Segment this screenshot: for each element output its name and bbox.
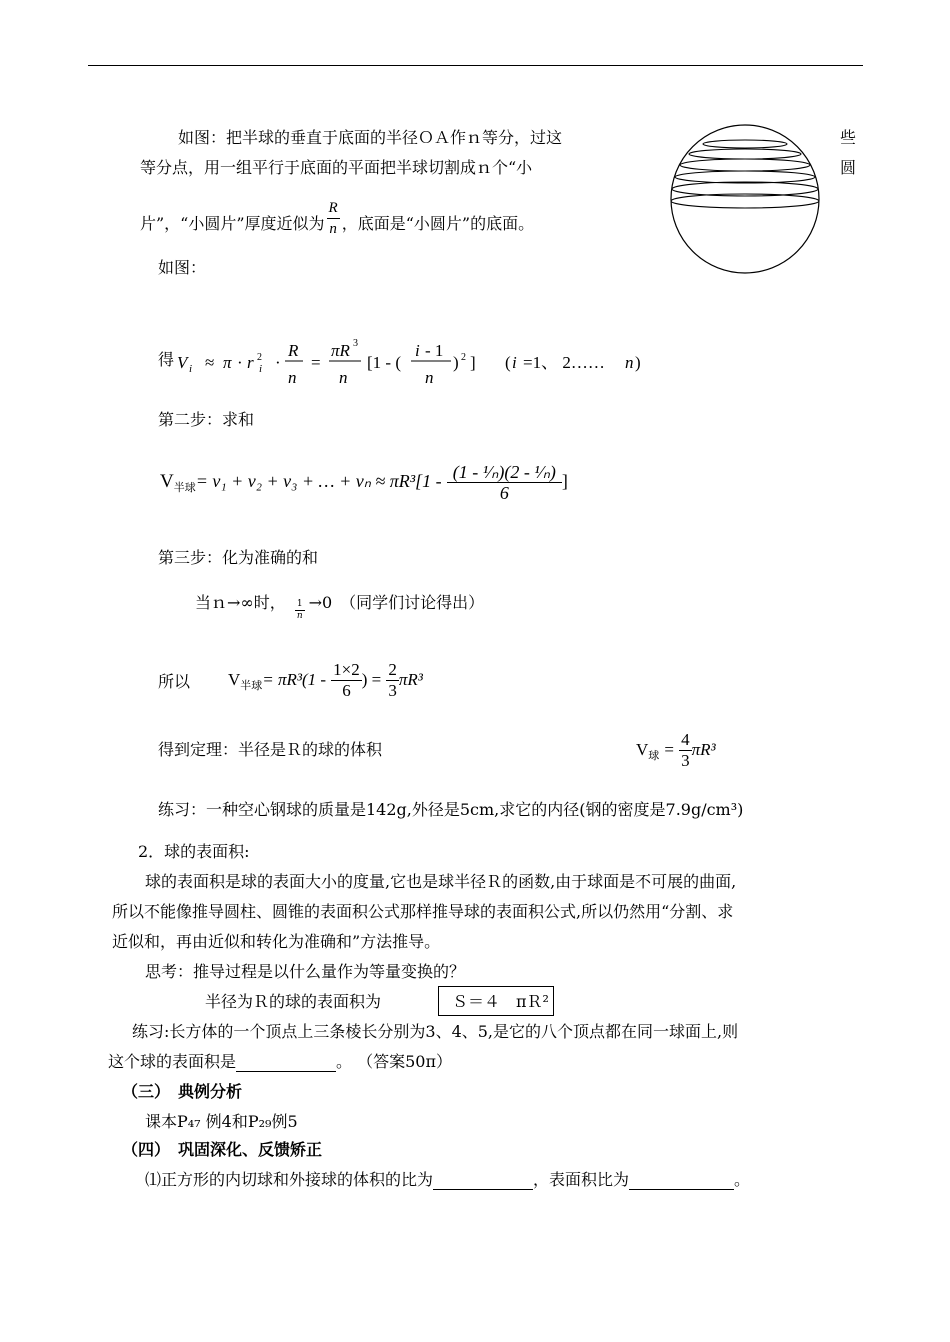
sum-fraction-numerator: (1 - ¹⁄ₙ)(2 - ¹⁄ₙ)	[447, 462, 562, 483]
sum-close-bracket: ]	[561, 471, 568, 491]
limit-fraction	[295, 599, 305, 622]
svg-text:n: n	[425, 368, 434, 387]
theorem-fraction-denominator: 3	[681, 751, 690, 770]
step1-formula	[175, 330, 675, 390]
para2-line-1: 球的表面积是球的表面大小的度量,它也是球半径Ｒ的函数,由于球面是不可展的曲面,	[145, 872, 737, 891]
sum-expression: = v₁ + v₂ + v₃ + … + vₙ ≈ πR³[1 -	[195, 471, 442, 491]
limit-fraction-numerator: 1	[296, 599, 303, 609]
svg-text:=1、 2……: =1、 2……	[523, 353, 605, 372]
svg-text:n: n	[339, 368, 348, 387]
exercise-2-text: 这个球的表面积是	[108, 1052, 237, 1071]
volume-ratio-blank[interactable]	[433, 1173, 533, 1190]
section4-title: （四） 巩固深化、反馈矫正	[122, 1140, 323, 1159]
theorem-formula	[636, 730, 716, 771]
limit-text-b: →0 （同学们讨论得出）	[308, 593, 485, 612]
therefore-body: = πR³(1 -	[262, 670, 327, 689]
theorem-v: V	[636, 740, 649, 759]
svg-text:n: n	[288, 368, 297, 387]
sum-fraction-denominator: 6	[499, 483, 509, 503]
svg-text:2: 2	[461, 352, 466, 363]
thickness-fraction	[327, 198, 340, 239]
svg-text:≈: ≈	[205, 353, 215, 372]
exercise-2-line-1: 练习:长方体的一个顶点上三条棱长分别为3、4、5,是它的八个顶点都在同一球面上,则	[132, 1022, 739, 1041]
intro-line-3	[140, 198, 534, 239]
theorem-fraction	[679, 730, 692, 771]
therefore-fraction-2-denominator: 3	[388, 681, 397, 700]
svg-text:·: ·	[275, 353, 281, 372]
section3-title: （三） 典例分析	[122, 1082, 243, 1101]
svg-text:- 1: - 1	[425, 341, 444, 360]
svg-text:i: i	[415, 341, 420, 360]
theorem-subscript: 球	[648, 749, 660, 762]
theorem-fraction-numerator: 4	[681, 730, 690, 749]
svg-text:2: 2	[257, 352, 262, 363]
svg-text:(: (	[505, 353, 511, 372]
limit-fraction-denominator: n	[296, 611, 303, 621]
therefore-fraction	[331, 660, 362, 701]
therefore-formula	[228, 660, 423, 701]
header-rule	[88, 65, 863, 66]
svg-text:π: π	[223, 353, 232, 372]
step1-lead: 得	[158, 350, 175, 369]
exercise-2-answer: 。 （答案50π）	[336, 1052, 452, 1071]
therefore-fraction-2	[386, 660, 399, 701]
therefore-lead: 所以	[158, 672, 191, 691]
question-1-text-c: 。	[734, 1170, 751, 1189]
theorem-equals: =	[664, 740, 674, 759]
svg-text:): )	[635, 353, 641, 372]
svg-text:i: i	[512, 353, 517, 372]
svg-text:i: i	[259, 363, 263, 375]
svg-text:]: ]	[470, 353, 476, 372]
svg-text:i: i	[189, 363, 193, 375]
fraction-numerator: R	[327, 198, 340, 219]
limit-line	[195, 593, 484, 622]
intro-line-2: 等分点，用一组平行于底面的平面把半球切割成ｎ个“小	[140, 158, 533, 177]
therefore-subscript: 半球	[240, 679, 263, 692]
question-1-text-b: ，表面积比为	[533, 1170, 630, 1189]
surface-label: 半径为Ｒ的球的表面积为	[205, 992, 382, 1011]
therefore-fraction-2-numerator: 2	[388, 660, 397, 679]
step2-label: 第二步：求和	[158, 410, 255, 429]
answer-blank[interactable]	[236, 1055, 336, 1072]
figure-label: 如图：	[158, 258, 207, 277]
therefore-close: ) =	[361, 670, 382, 689]
theorem-tail: πR³	[691, 740, 716, 759]
fraction-denominator: n	[329, 221, 337, 237]
step2-formula	[160, 462, 568, 522]
svg-text:): )	[453, 353, 459, 372]
sum-fraction	[447, 462, 562, 503]
question-1	[145, 1170, 750, 1190]
intro-line-1: 如图：把半球的垂直于底面的半径ＯＡ作ｎ等分，过这	[178, 128, 563, 147]
therefore-v: V	[228, 670, 241, 689]
svg-text:3: 3	[353, 338, 358, 349]
therefore-tail: πR³	[398, 670, 423, 689]
svg-text:πR: πR	[331, 341, 350, 360]
therefore-fraction-numerator: 1×2	[333, 660, 360, 679]
svg-text:R: R	[288, 341, 299, 360]
svg-text:V: V	[177, 353, 188, 372]
think-question: 思考：推导过程是以什么量作为等量变换的？	[145, 962, 466, 981]
exercise-1: 练习：一种空心钢球的质量是142g,外径是5cm,求它的内径(钢的密度是7.9g/cm³)	[158, 800, 744, 819]
area-ratio-blank[interactable]	[629, 1173, 734, 1190]
section2-title: 2．球的表面积:	[138, 842, 250, 861]
v-subscript: 半球	[173, 481, 196, 494]
intro-line-3-b: ，底面是“小圆片”的底面。	[341, 214, 535, 233]
surface-formula: Ｓ＝４ πＲ²	[452, 992, 549, 1011]
v-symbol: V	[160, 471, 174, 492]
side-char-2: 圆	[840, 158, 857, 177]
svg-text:[1 - (: [1 - (	[367, 353, 401, 372]
therefore-fraction-denominator: 6	[342, 681, 351, 700]
intro-line-3-a: 片”，“小圆片”厚度近似为	[140, 214, 325, 233]
theorem-text: 得到定理：半径是Ｒ的球的体积	[158, 740, 383, 759]
svg-text:=: =	[311, 353, 321, 372]
exercise-2-line-2	[108, 1052, 452, 1072]
svg-text:·: ·	[237, 353, 243, 372]
svg-text:n: n	[625, 353, 634, 372]
section3-body: 课本P₄₇ 例4和P₂₉例5	[145, 1112, 298, 1131]
question-1-text-a: ⑴正方形的内切球和外接球的体积的比为	[145, 1170, 434, 1189]
side-char-1: 些	[840, 128, 857, 147]
svg-text:r: r	[247, 353, 254, 372]
step3-label: 第三步：化为准确的和	[158, 548, 319, 567]
para2-line-3: 近似和，再由近似和转化为准确和”方法推导。	[112, 932, 441, 951]
para2-line-2: 所以不能像推导圆柱、圆锥的表面积公式那样推导球的表面积公式,所以仍然用“分割、求	[112, 902, 734, 921]
limit-text-a: 当ｎ→∞时，	[195, 593, 286, 612]
sphere-slices-figure	[668, 122, 822, 276]
